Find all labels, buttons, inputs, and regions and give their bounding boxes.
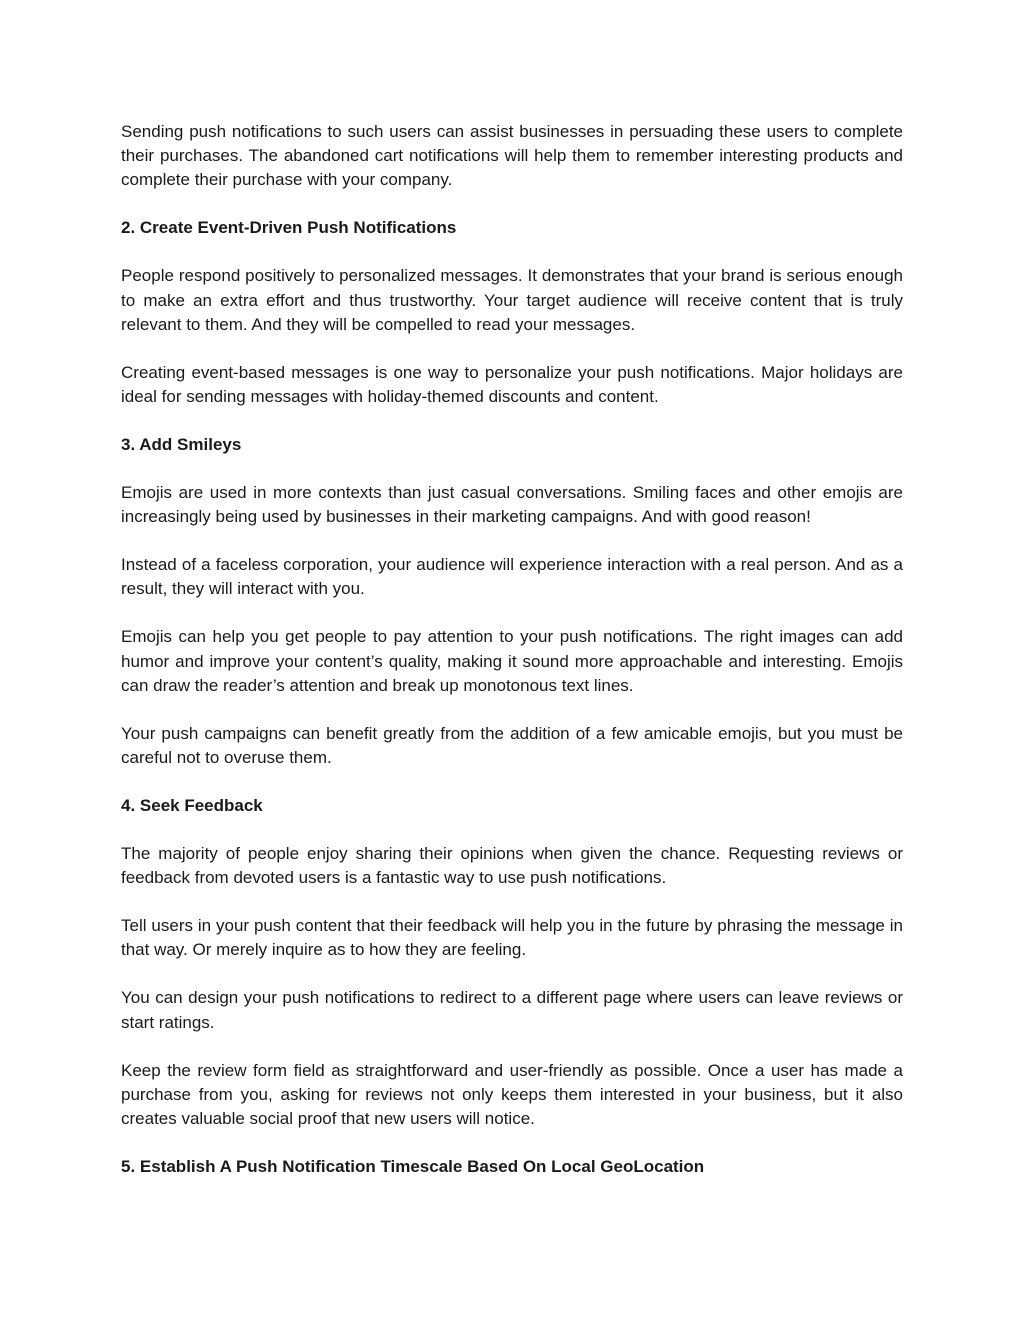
heading-event-driven: 2. Create Event-Driven Push Notifications bbox=[121, 218, 457, 238]
paragraph-emojis-attention: Emojis can help you get people to pay attention to your push notifications. The right images can add humor and improve your content’s quality, making it sound more approachable and interesting. Emojis can draw the reader’s attention and break up monotonous text lines. bbox=[121, 627, 903, 695]
paragraph-emojis-contexts: Emojis are used in more contexts than just casual conversations. Smiling faces and other emojis are increasingly being used by businesses in their marketing campaigns. And with good reason! bbox=[121, 483, 903, 527]
paragraph-amicable-emojis: Your push campaigns can benefit greatly from the addition of a few amicable emojis, but you must be careful not to overuse them. bbox=[121, 723, 903, 768]
heading-seek-feedback: 4. Seek Feedback bbox=[121, 796, 263, 816]
paragraph-event-based-messages: Creating event-based messages is one way to personalize your push notifications. Major holidays are ideal for sending messages with holiday-themed discounts and content. bbox=[121, 362, 903, 407]
paragraph-personalized-messages: People respond positively to personalized messages. It demonstrates that your brand is serious enough to make an extra effort and thus trustworthy. Your target audience will receive content that is truly relevant to them. And they will be compelled to read your messages. bbox=[121, 266, 903, 334]
paragraph-abandoned-cart: Sending push notifications to such users can assist businesses in persuading these users to complete their purchases. The abandoned cart notifications will help them to remember interesting products and complete their purchase with your company. bbox=[121, 122, 903, 190]
heading-geolocation-timescale: 5. Establish A Push Notification Timescale Based On Local GeoLocation bbox=[121, 1157, 705, 1177]
paragraph-sharing-opinions: The majority of people enjoy sharing their opinions when given the chance. Requesting reviews or feedback from devoted users is a fantastic way to use push notifications. bbox=[121, 844, 903, 888]
paragraph-faceless-corporation: Instead of a faceless corporation, your audience will experience interaction with a real person. And as a result, they will interact with you. bbox=[121, 555, 903, 599]
paragraph-feedback-phrasing: Tell users in your push content that their feedback will help you in the future by phrasing the message in that way. Or merely inquire as to how they are feeling. bbox=[121, 916, 903, 960]
paragraph-review-form: Keep the review form field as straightforward and user-friendly as possible. Once a user has made a purchase from you, asking for reviews not only keeps them interested in your business, but it also creates valuable social proof that new users will notice. bbox=[121, 1060, 903, 1129]
document-page bbox=[121, 120, 903, 1203]
heading-add-smileys: 3. Add Smileys bbox=[121, 435, 242, 455]
paragraph-redirect-reviews: You can design your push notifications to redirect to a different page where users can leave reviews or start ratings. bbox=[121, 988, 903, 1032]
